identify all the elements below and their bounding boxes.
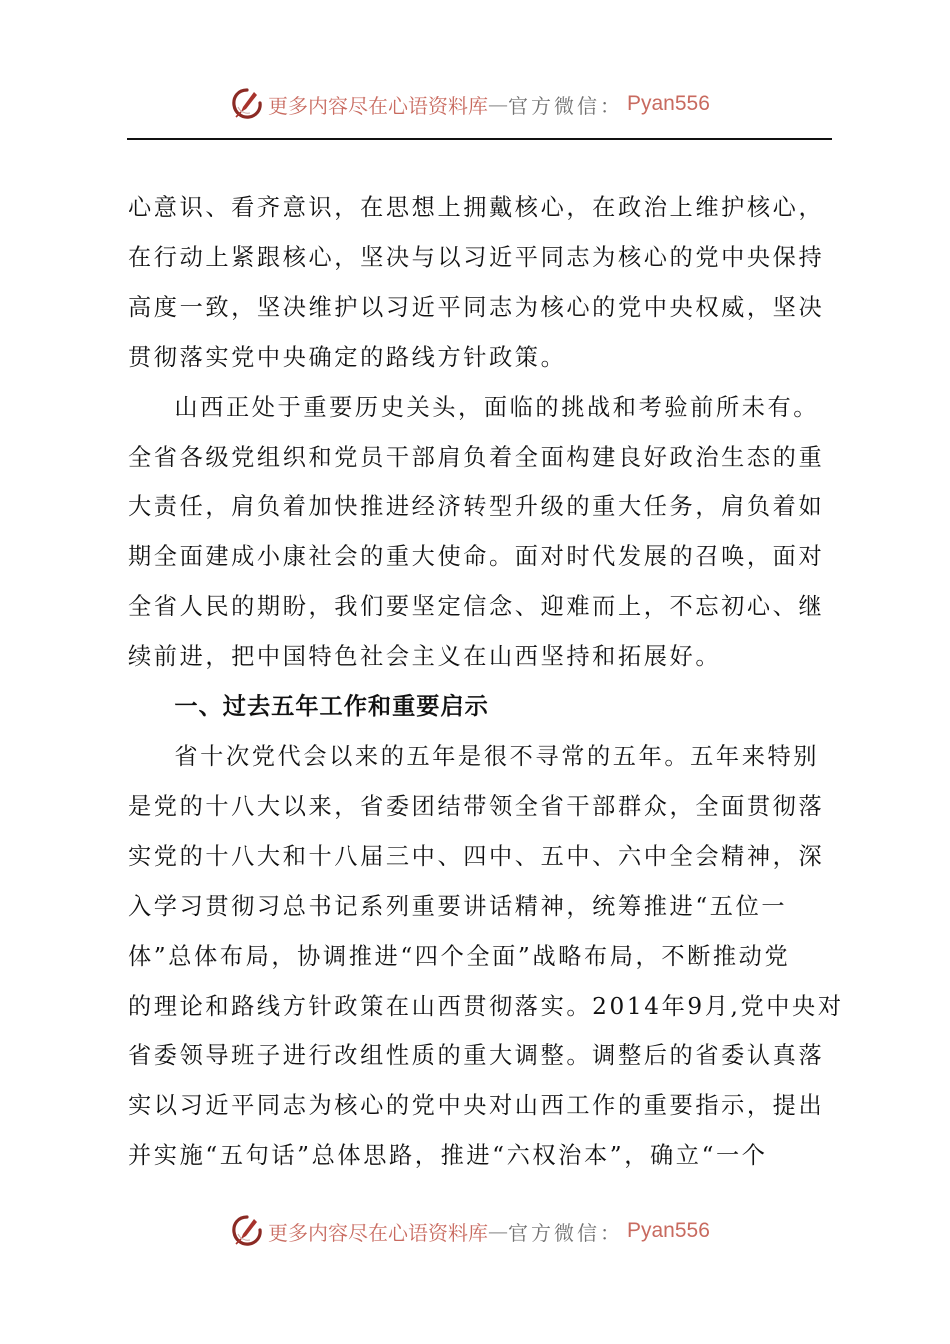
text-line: 省十次党代会以来的五年是很不寻常的五年。五年来特别 — [174, 742, 820, 770]
text-line: 入学习贯彻习总书记系列重要讲话精神，统筹推进“五位一 — [128, 892, 788, 920]
text-line: 高度一致，坚决维护以习近平同志为核心的党中央权威，坚决 — [128, 293, 825, 321]
text-line: 山西正处于重要历史关头，面临的挑战和考验前所未有。 — [174, 393, 820, 421]
paragraph-1 — [128, 183, 832, 383]
header-promo-text: 更多内容尽在心语资料库 — [268, 93, 488, 118]
text-line: 大责任，肩负着加快推进经济转型升级的重大任务，肩负着如 — [128, 493, 825, 521]
text-line: 是党的十八大以来，省委团结带领全省干部群众，全面贯彻落 — [128, 792, 825, 820]
text-line: 全省人民的期盼，我们要坚定信念、迎难而上，不忘初心、继 — [128, 593, 825, 621]
header-wechat-label: 官方微信： — [508, 93, 623, 118]
text-line: 实党的十八大和十八届三中、四中、五中、六中全会精神，深 — [128, 842, 825, 870]
text-line: 全省各级党组织和党员干部肩负着全面构建良好政治生态的重 — [128, 443, 825, 471]
text-line: 体”总体布局，协调推进“四个全面”战略布局，不断推动党 — [128, 942, 791, 970]
pen-nib-logo-icon — [230, 87, 264, 121]
text-line: 的理论和路线方针政策在山西贯彻落实。2014年9月,党中央对 — [128, 992, 844, 1020]
footer-dash: — — [488, 1219, 508, 1243]
section-heading: 一、过去五年工作和重要启示 — [174, 693, 489, 721]
text-line: 实以习近平同志为核心的党中央对山西工作的重要指示，提出 — [128, 1092, 825, 1120]
header-wechat-id: Pyan556 — [627, 92, 710, 115]
text-line: 续前进，把中国特色社会主义在山西坚持和拓展好。 — [128, 643, 722, 671]
header-banner — [230, 84, 710, 124]
paragraph-3 — [128, 732, 844, 1181]
footer-wechat-id: Pyan556 — [627, 1219, 710, 1242]
footer-wechat-label: 官方微信： — [508, 1220, 623, 1245]
pen-nib-logo-icon — [230, 1214, 264, 1248]
text-line: 省委领导班子进行改组性质的重大调整。调整后的省委认真落 — [128, 1042, 825, 1070]
text-line: 心意识、看齐意识，在思想上拥戴核心，在政治上维护核心， — [128, 194, 825, 221]
header-dash: — — [488, 92, 508, 116]
header-rule — [127, 138, 832, 140]
text-line: 期全面建成小康社会的重大使命。面对时代发展的召唤，面对 — [128, 543, 825, 571]
footer-promo-text: 更多内容尽在心语资料库 — [268, 1220, 488, 1245]
text-line: 并实施“五句话”总体思路，推进“六权治本”，确立“一个 — [128, 1142, 768, 1170]
footer-banner — [230, 1211, 710, 1251]
paragraph-2 — [128, 383, 832, 682]
text-line: 在行动上紧跟核心，坚决与以习近平同志为核心的党中央保持 — [128, 243, 825, 271]
document-body — [128, 183, 844, 1181]
text-line: 贯彻落实党中央确定的路线方针政策。 — [128, 343, 567, 371]
